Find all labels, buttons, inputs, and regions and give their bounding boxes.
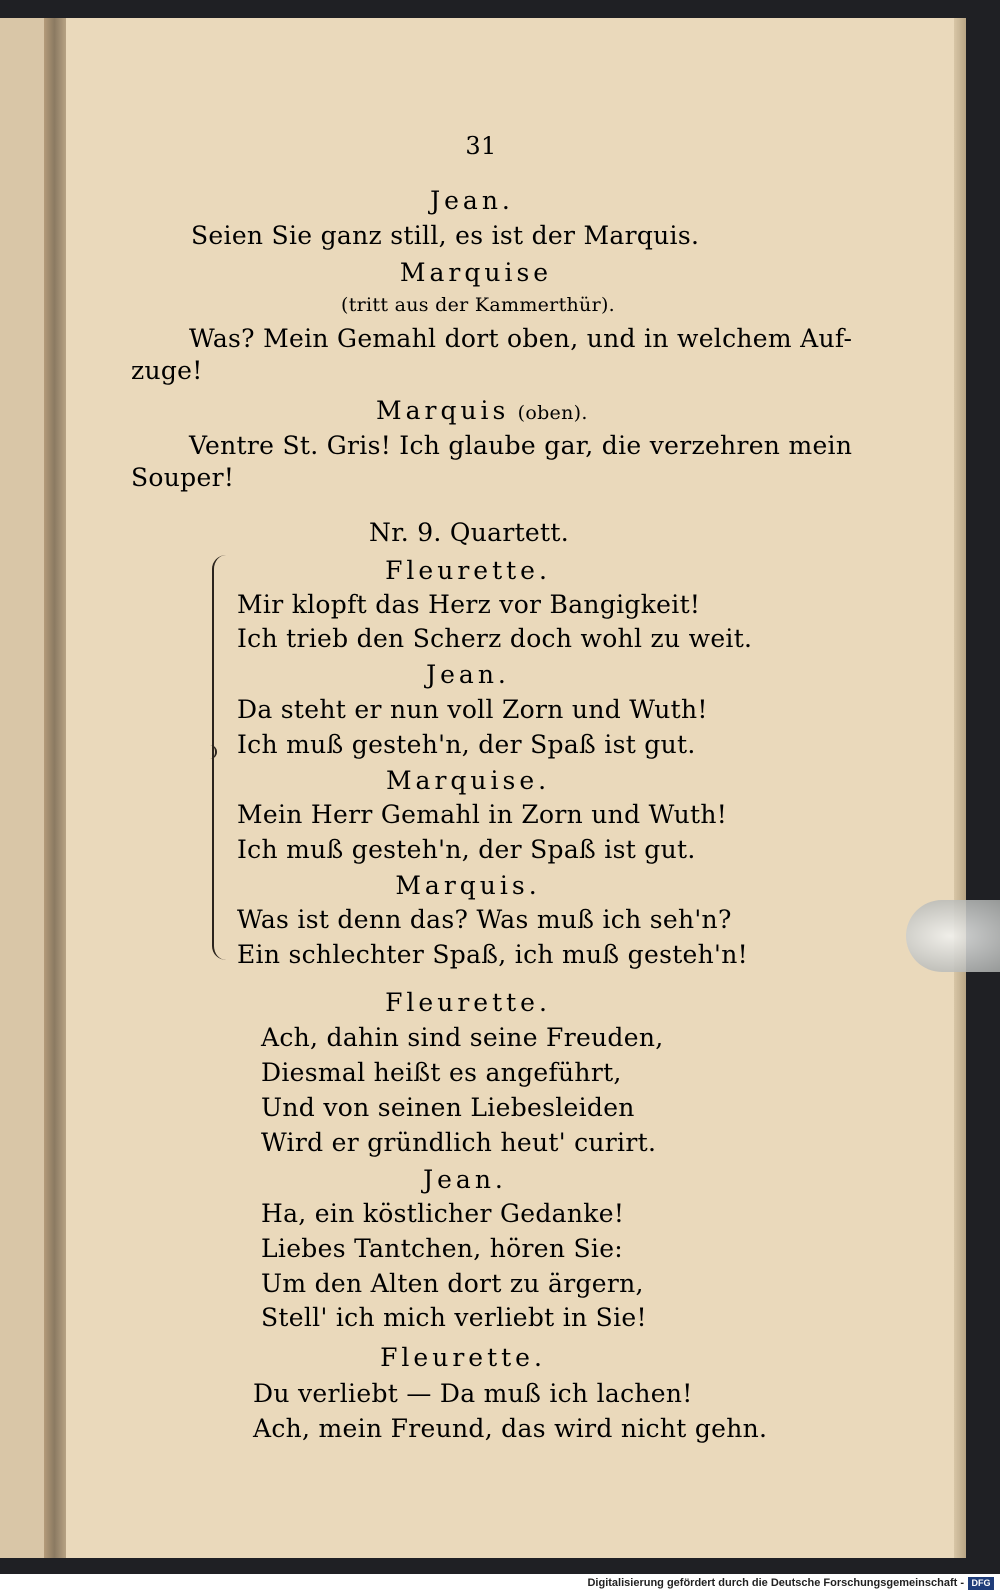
speaker-marquis-name: Marquis (376, 396, 510, 425)
page-clip (906, 900, 1000, 972)
speaker-marquise: Marquise (399, 258, 553, 287)
speaker-jean: Jean. (430, 186, 514, 215)
speaker-marquis (376, 396, 588, 425)
quartet-line: Was ist denn das? Was muß ich seh'n? (237, 905, 732, 934)
marquis-line-1: Ventre St. Gris! Ich glaube gar, die verzehren mein (189, 431, 853, 460)
quartet-speaker: Jean. (426, 660, 510, 689)
quartet-line: Ich trieb den Scherz doch wohl zu weit. (237, 624, 753, 653)
stage-direction: (tritt aus der Kammerthür). (340, 294, 616, 316)
quartet-title: Nr. 9. Quartett. (369, 518, 569, 547)
quartet-line: Ich muß gesteh'n, der Spaß ist gut. (237, 730, 696, 759)
verse-line: Und von seinen Liebesleiden (261, 1093, 635, 1122)
quartet-line: Mein Herr Gemahl in Zorn und Wuth! (237, 800, 728, 829)
marquis-direction: (oben). (517, 402, 588, 424)
marquise-line-2: zuge! (131, 356, 203, 385)
verse-line: Stell' ich mich verliebt in Sie! (261, 1303, 647, 1332)
quartet-speaker: Marquis. (395, 871, 541, 900)
verse-line: Diesmal heißt es angeführt, (261, 1058, 622, 1087)
verse-line: Ach, dahin sind seine Freuden, (261, 1023, 664, 1052)
verse-line: Liebes Tantchen, hören Sie: (261, 1234, 624, 1263)
quartet-line: Mir klopft das Herz vor Bangigkeit! (237, 590, 701, 619)
quartet-line: Da steht er nun voll Zorn und Wuth! (237, 695, 708, 724)
verse-line: Wird er gründlich heut' curirt. (261, 1128, 657, 1157)
quartet-speaker: Marquise. (385, 766, 551, 795)
marquis-line-2: Souper! (131, 463, 235, 492)
verse-line: Ach, mein Freund, das wird nicht gehn. (253, 1414, 768, 1443)
dfg-logo-icon: DFG (968, 1577, 994, 1590)
verse-speaker: Jean. (423, 1165, 507, 1194)
jean-line: Seien Sie ganz still, es ist der Marquis. (191, 221, 700, 250)
verse-speaker: Fleurette. (380, 1343, 546, 1372)
footer-credit: Digitalisierung gefördert durch die Deutsche Forschungsgemeinschaft - (587, 1577, 964, 1589)
verse-speaker: Fleurette. (385, 988, 551, 1017)
verse-line: Um den Alten dort zu ärgern, (261, 1269, 644, 1298)
page-edge-shadow (954, 18, 966, 1558)
quartet-speaker: Fleurette. (385, 556, 551, 585)
verse-line: Ha, ein köstlicher Gedanke! (261, 1199, 625, 1228)
marquise-line-1: Was? Mein Gemahl dort oben, und in welchem Auf- (189, 324, 853, 353)
page-number: 31 (465, 132, 497, 160)
verse-line: Du verliebt — Da muß ich lachen! (253, 1379, 693, 1408)
quartet-line: Ein schlechter Spaß, ich muß gesteh'n! (237, 940, 748, 969)
quartet-line: Ich muß gesteh'n, der Spaß ist gut. (237, 835, 696, 864)
quartet-brace (212, 555, 232, 960)
facing-page-edge (0, 18, 50, 1558)
